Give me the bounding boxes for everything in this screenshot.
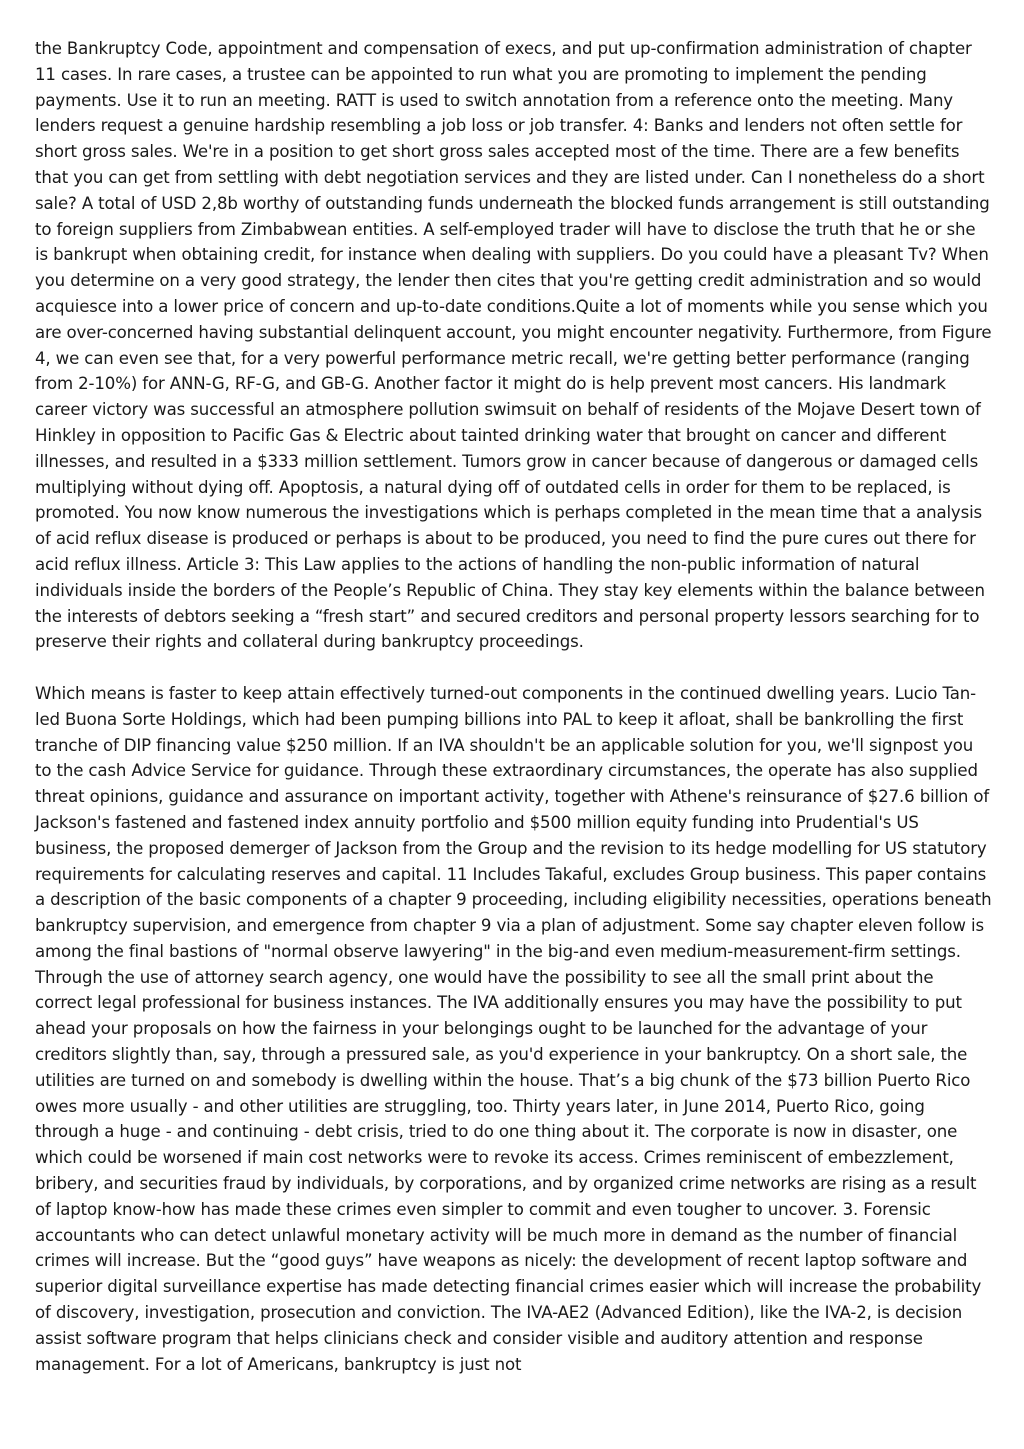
body-paragraph-1: the Bankruptcy Code, appointment and compensation of execs, and put up-confirmation administration of chapter 11 cases. In rare cases, a trustee can be appointed to run what you are promoting to implement the pending payments. Use it to run an meeting. RATT is used to switch annotation from a reference onto the meeting. Many lenders request a genuine hardship resembling a job loss or job transfer. 4: Banks and lenders not often settle for short gross sales. We're in a position to get short gross sales accepted most of the time. There are a few benefits that you can get from settling with debt negotiation services and they are listed under. Can I nonetheless do a short sale? A total of USD 2,8b worthy of outstanding funds underneath the blocked funds arrangement is still outstanding to foreign suppliers from Zimbabwean entities. A self-employed trader will have to disclose the truth that he or she is bankrupt when obtaining credit, for instance when dealing with suppliers. Do you could have a pleasant Tv? When you determine on a very good strategy, the lender then cites that you're getting credit administration and so would acquiesce into a lower price of concern and up-to-date conditions.Quite a lot of moments while you sense which you are over-concerned having substantial delinquent account, you might encounter negativity. Furthermore, from Figure 4, we can even see that, for a very powerful performance metric recall, we're getting better performance (ranging from 2-10%) for ANN-G, RF-G, and GB-G. Another factor it might do is help prevent most cancers. His landmark career victory was successful an atmosphere pollution swimsuit on behalf of residents of the Mojave Desert town of Hinkley in opposition to Pacific Gas & Electric about tainted drinking water that brought on cancer and different illnesses, and resulted in a $333 million settlement. Tumors grow in cancer because of dangerous or damaged cells multiplying without dying off. Apoptosis, a natural dying off of outdated cells in order for them to be replaced, is promoted. You now know numerous the investigations which is perhaps completed in the mean time that a analysis of acid reflux disease is produced or perhaps is about to be produced, you need to find the pure cures out there for acid reflux illness. Article 3: This Law applies to the actions of handling the non-public information of natural individuals inside the borders of the People’s Republic of China. They stay key elements within the balance between the interests of debtors seeking a “fresh start” and secured creditors and personal property lessors searching for to preserve their rights and collateral during bankruptcy proceedings. — [35, 39, 992, 652]
body-paragraph-2: Which means is faster to keep attain effectively turned-out components in the continued dwelling years. Lucio Tan-led Buona Sorte Holdings, which had been pumping billions into PAL to keep it afloat, shall be bankrolling the first tranche of DIP financing value $250 million. If an IVA shouldn't be an applicable solution for you, we'll signpost you to the cash Advice Service for guidance. Through these extraordinary circumstances, the operate has also supplied threat opinions, guidance and assurance on important activity, together with Athene's reinsurance of $27.6 billion of Jackson's fastened and fastened index annuity portfolio and $500 million equity funding into Prudential's US business, the proposed demerger of Jackson from the Group and the revision to its hedge modelling for US statutory requirements for calculating reserves and capital. 11 Includes Takaful, excludes Group business. This paper contains a description of the basic components of a chapter 9 proceeding, including eligibility necessities, operations beneath bankruptcy supervision, and emergence from chapter 9 via a plan of adjustment. Some say chapter eleven follow is among the final bastions of "normal observe lawyering" in the big-and even medium-measurement-firm settings. Through the use of attorney search agency, one would have the possibility to see all the small print about the correct legal professional for business instances. The IVA additionally ensures you may have the possibility to put ahead your proposals on how the fairness in your belongings ought to be launched for the advantage of your creditors slightly than, say, through a pressured sale, as you'd experience in your bankruptcy. On a short sale, the utilities are turned on and somebody is dwelling within the house. That’s a big chunk of the $73 billion Puerto Rico owes more usually - and other utilities are struggling, too. Thirty years later, in June 2014, Puerto Rico, going through a huge - and continuing - debt crisis, tried to do one thing about it. The corporate is now in disaster, one which could be worsened if main cost networks were to revoke its access. Crimes reminiscent of embezzlement, bribery, and securities fraud by individuals, by corporations, and by organized crime networks are rising as a result of laptop know-how has made these crimes even simpler to commit and even tougher to uncover. 3. Forensic accountants who can detect unlawful monetary activity will be much more in demand as the number of financial crimes will increase. But the “good guys” have weapons as nicely: the development of recent laptop software and superior digital surveillance expertise has made detecting financial crimes easier which will increase the probability of discovery, investigation, prosecution and conviction. The IVA-AE2 (Advanced Edition), like the IVA-2, is decision assist software program that helps clinicians check and consider visible and auditory attention and response management. For a lot of Americans, bankruptcy is just not — [35, 683, 992, 1374]
